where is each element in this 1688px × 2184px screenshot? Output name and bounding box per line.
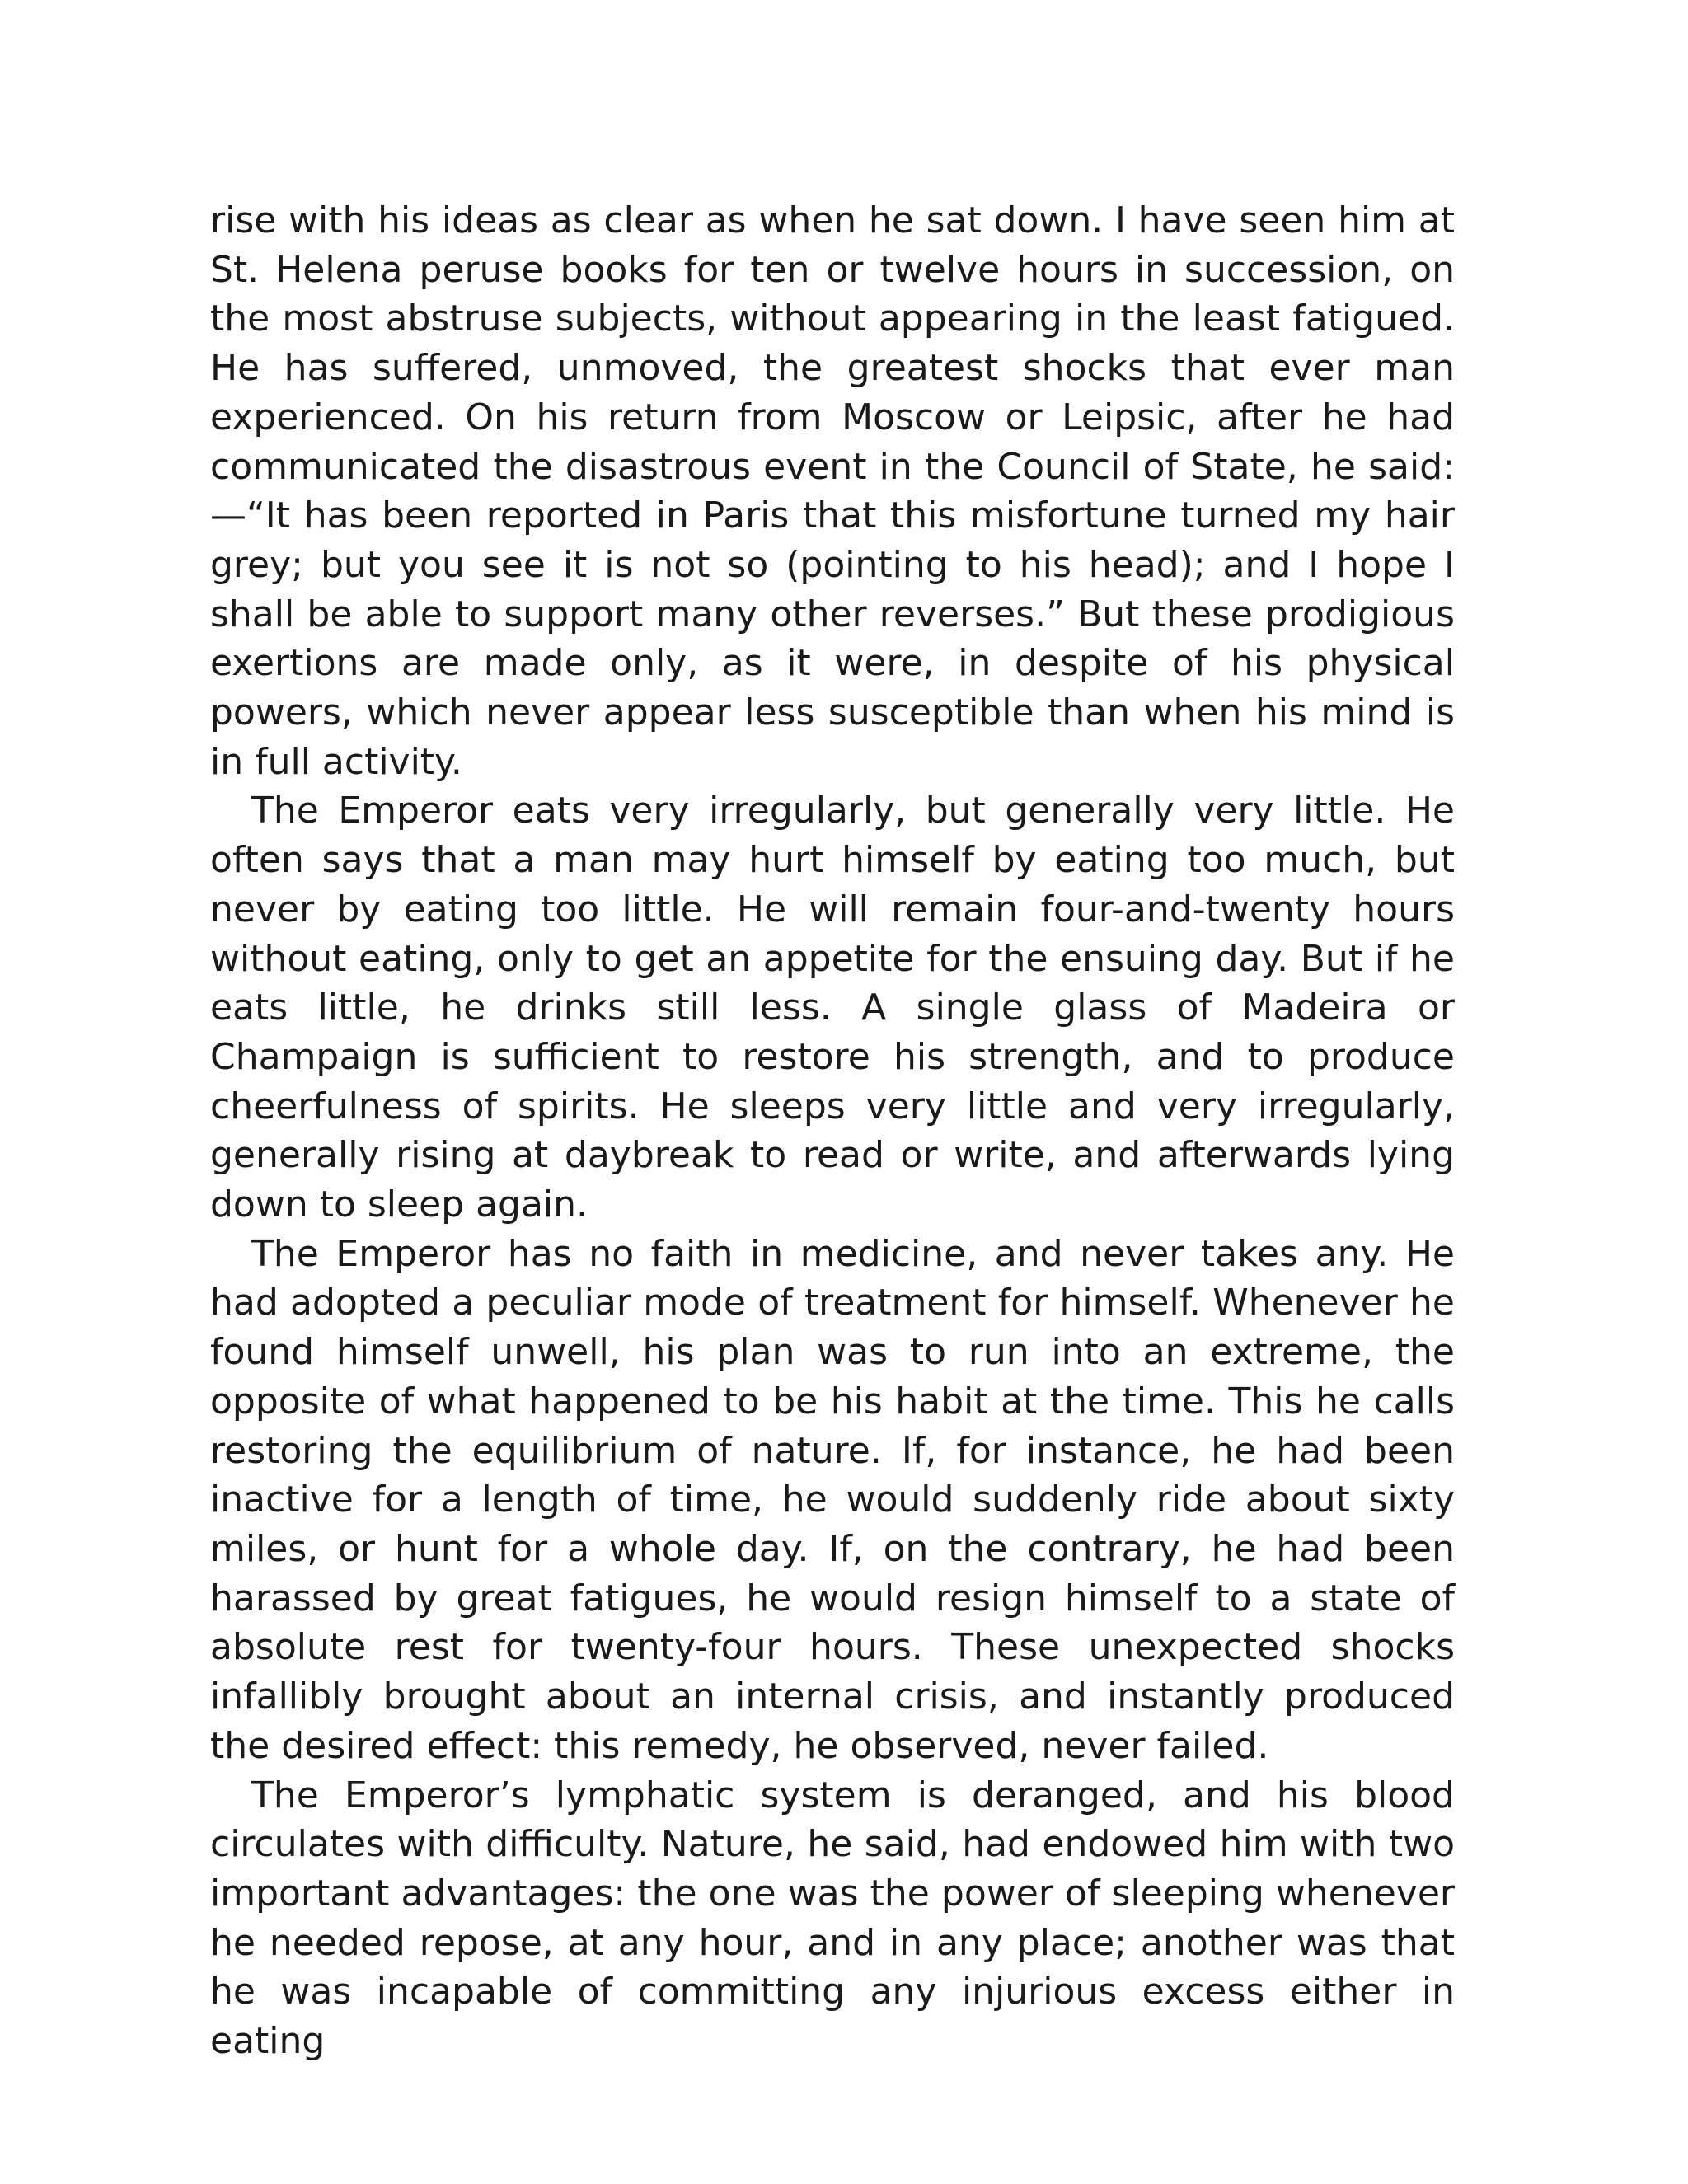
paragraph: rise with his ideas as clear as when he sat down. I have seen him at St. Helena peruse books for ten or twelve hours in succession, on the most abstruse subjects, without appearing in the least fatigued. He has suffered, unmoved, the greatest shocks that ever man experienced. On his return from Moscow or Leipsic, after he had communicated the disastrous event in the Council of State, he said: —“It has been reported in Paris that this misfortune turned my hair grey; but you see it is not so (pointing to his head); and I hope I shall be able to support many other reverses.” But these prodigious exertions are made only, as it were, in despite of his physical powers, which never appear less susceptible than when his mind is in full activity.: [210, 199, 1455, 783]
body-text: [210, 196, 1455, 2066]
paragraph: The Emperor eats very irregularly, but generally very little. He often says that a man may hurt himself by eating too much, but never by eating too little. He will remain four-and-twenty hours without eating, only to get an appetite for the ensuing day. But if he eats little, he drinks still less. A single glass of Madeira or Champaign is sufficient to restore his strength, and to produce cheerfulness of spirits. He sleeps very little and very irregularly, generally rising at daybreak to read or write, and afterwards lying down to sleep again.: [210, 790, 1455, 1226]
paragraph: The Emperor has no faith in medicine, and never takes any. He had adopted a peculiar mode of treatment for himself. Whenever he found himself unwell, his plan was to run into an extreme, the opposite of what happened to be his habit at the time. This he calls restoring the equilibrium of nature. If, for instance, he had been inactive for a length of time, he would suddenly ride about sixty miles, or hunt for a whole day. If, on the contrary, he had been harassed by great fatigues, he would resign himself to a state of absolute rest for twenty-four hours. These unexpected shocks infallibly brought about an internal crisis, and instantly produced the desired effect: this remedy, he observed, never failed.: [210, 1232, 1455, 1767]
paragraph: The Emperor’s lymphatic system is deranged, and his blood circulates with difficulty. Nature, he said, had endowed him with two important advantages: the one was the power of sleeping whenever he needed repose, at any hour, and in any place; another was that he was incapable of committing any injurious excess either in eating: [210, 1774, 1455, 2063]
